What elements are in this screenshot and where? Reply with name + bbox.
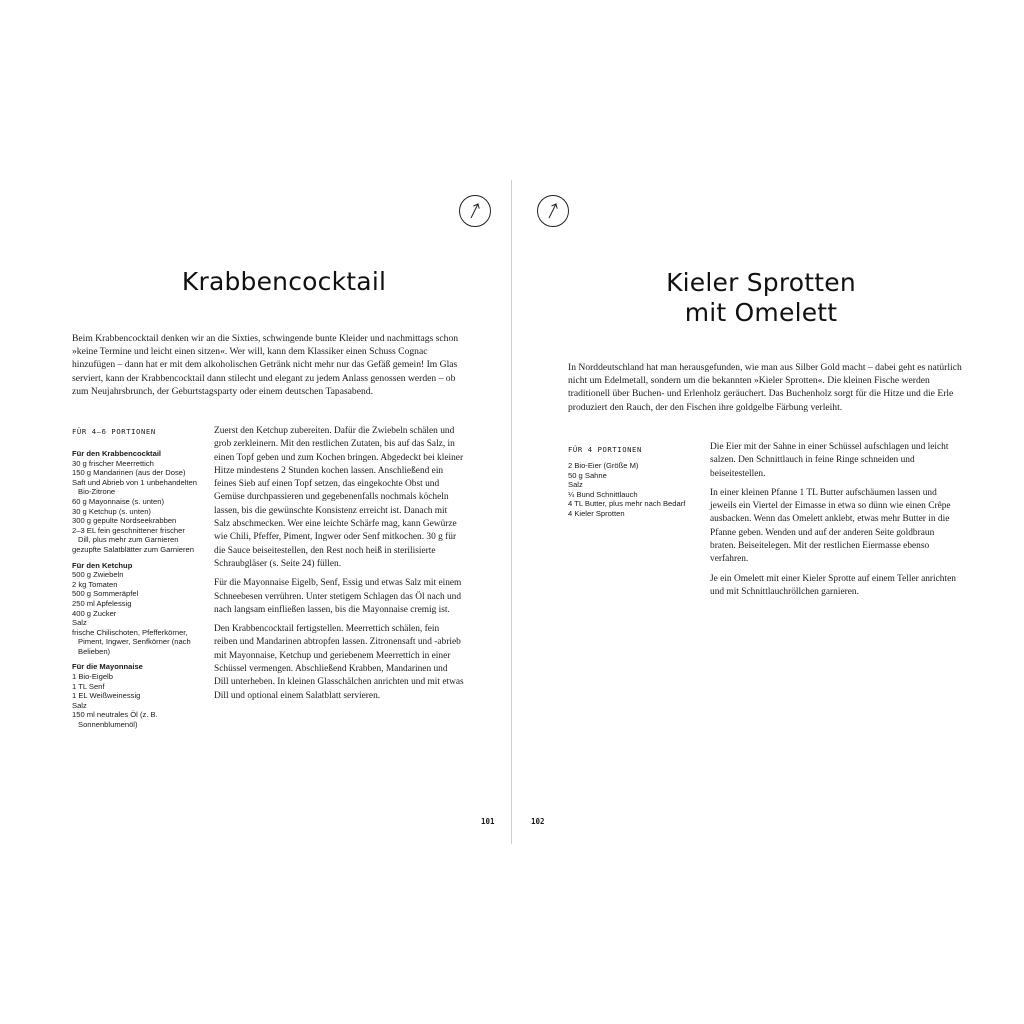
ingredient-item: 400 g Zucker	[72, 608, 117, 618]
recipe-title-line: Kieler Sprotten	[666, 268, 856, 297]
portions-label: FÜR 4 PORTIONEN	[568, 445, 642, 454]
ingredient-item: 1 EL Weißweinessig	[72, 691, 141, 701]
ingredient-item: 1 Bio-Eigelb	[72, 672, 113, 682]
ingredient-item: gezupfte Salatblätter zum Garnieren	[72, 544, 194, 554]
ingredient-item: 150 g Mandarinen (aus der Dose)	[72, 468, 186, 478]
recipe-title: Krabbencocktail	[181, 267, 387, 296]
page-number: 102	[531, 817, 545, 826]
ingredient-group-heading: Für den Ketchup	[72, 560, 133, 570]
instructions	[710, 441, 960, 605]
arrow-circle-icon	[536, 194, 570, 228]
arrow-circle-icon	[458, 194, 492, 228]
step-paragraph: Zuerst den Ketchup zubereiten. Dafür die Zwiebeln schälen und grob zerkleinern. Mit den restlichen Zutaten, bis auf das Salz, in einen Topf geben und zum Kochen bringen. Abgedeckt bei kleiner Hitze mindestens 2 Stunden kochen lassen. Anschließend ein feines Sieb auf einen Topf setzen, das eingekochte Obst und Gemüse durchpassieren und gegebenenfalls nochmals köcheln lassen, bis die gewünschte Konsistenz erreicht ist. Danach mit Salz abschmecken. Wer eine leichte Schärfe mag, kann Gewürze wie Chili, Pfeffer, Piment, Ingwer oder Senf mitkochen. 30 g für die Sauce beiseitestellen, den Rest noch heiß in sterilisierte Schraubgläser (s. Seite 24) füllen.	[214, 426, 464, 569]
ingredient-item: frische Chilischoten, Pfefferkörner, Piment, Ingwer, Senfkörner (nach Belieben)	[72, 627, 191, 656]
ingredients-list	[568, 461, 698, 519]
ingredient-item: ¼ Bund Schnittlauch	[568, 489, 638, 499]
ingredient-item: 250 ml Apfelessig	[72, 598, 132, 608]
page-number: 101	[481, 817, 495, 826]
step-paragraph: Die Eier mit der Sahne in einer Schüssel aufschlagen und leicht salzen. Den Schnittlauch in feine Ringe schneiden und beiseitestellen.	[710, 442, 949, 479]
ingredient-item: 30 g Ketchup (s. unten)	[72, 506, 151, 516]
ingredient-item: 2–3 EL fein geschnittener frischer Dill, plus mehr zum Garnieren	[72, 525, 185, 545]
recipe-title	[568, 268, 954, 328]
right-page	[512, 0, 1024, 1024]
ingredient-item: 500 g Zwiebeln	[72, 570, 124, 580]
step-paragraph: Den Krabbencocktail fertigstellen. Meerrettich schälen, fein reiben und Mandarinen abtropfen lassen. Zitronensaft und -abrieb mit Mayonnaise, Ketchup und geriebenem Meerrettich in einer Schüssel vermengen. Abschließend Krabben, Mandarinen und Dill unterheben. In kleinen Glasschälchen anrichten und mit etwas Dill und optional einem Salatblatt servieren.	[214, 624, 464, 701]
ingredient-item: Salz	[72, 618, 87, 628]
ingredient-item: 1 TL Senf	[72, 681, 105, 691]
ingredient-item: Salz	[72, 700, 87, 710]
ingredients-list	[72, 449, 197, 730]
ingredient-item: 300 g gepulte Nordseekrabben	[72, 516, 177, 526]
instructions	[214, 425, 464, 709]
step-paragraph: Je ein Omelett mit einer Kieler Sprotte auf einem Teller anrichten und mit Schnittlauchröllchen garnieren.	[710, 573, 956, 597]
recipe-title-line: mit Omelett	[684, 298, 838, 327]
ingredient-group-heading: Für den Krabbencocktail	[72, 449, 162, 458]
portions-label: FÜR 4–6 PORTIONEN	[72, 427, 156, 436]
ingredient-item: 4 Kieler Sprotten	[568, 508, 625, 518]
step-paragraph: In einer kleinen Pfanne 1 TL Butter aufschäumen lassen und jeweils ein Viertel der Eimasse in etwa so dünn wie einen Crêpe ausbacken. Wenn das Omelett anklebt, etwas mehr Butter in die Pfanne geben. Wenden und auf der anderen Seite goldbraun braten. Beiseitelegen. Mit der restlichen Eiermasse ebenso verfahren.	[710, 487, 951, 565]
ingredient-item: 50 g Sahne	[568, 470, 607, 480]
ingredient-item: 150 ml neutrales Öl (z. B. Sonnenblumenöl)	[72, 710, 158, 730]
recipe-intro: Beim Krabbencocktail denken wir an die Sixties, schwingende bunte Kleider und nachmittags schon »keine Termine und leicht einen sitzen«. Wer will, kann dem Klassiker einen Schuss Cognac hinzufügen – dann hat er mit dem alkoholischen Getränk nicht mehr nur das Gefäß gemein! Im Glas serviert, kann der Krabbencocktail dann stilecht und elegant zu jedem Anlass genossen werden – ob zum Neujahrsbrunch, der Geburtstagsparty oder einem deutschen Tapasabend.	[72, 333, 459, 397]
ingredient-item: Salz	[568, 480, 583, 490]
ingredient-item: 2 kg Tomaten	[72, 579, 118, 589]
ingredient-item: 500 g Sommeräpfel	[72, 589, 139, 599]
recipe-intro: In Norddeutschland hat man herausgefunden, wie man aus Silber Gold macht – dabei geht es natürlich nicht um Edelmetall, sondern um die bekannten »Kieler Sprotten«. Die kleinen Fische werden traditionell über Buchen- und Erlenholz geräuchert. Das Buchenholz sorgt für die Hitze und die Erle produziert den Rauch, der den Fischen ihre goldgelbe Färbung verleiht.	[568, 362, 962, 413]
ingredient-item: Saft und Abrieb von 1 unbehandelten Bio-Zitrone	[72, 477, 197, 497]
ingredient-item: 4 TL Butter, plus mehr nach Bedarf	[568, 499, 686, 509]
ingredient-group-heading: Für die Mayonnaise	[72, 662, 143, 672]
ingredient-item: 60 g Mayonnaise (s. unten)	[72, 496, 165, 506]
step-paragraph: Für die Mayonnaise Eigelb, Senf, Essig und etwas Salz mit einem Schneebesen verrühren. Unter stetigem Schlagen das Öl nach und nach langsam einfließen lassen, bis die Mayonnaise cremig ist.	[214, 578, 462, 615]
ingredient-item: 2 Bio-Eier (Größe M)	[568, 461, 639, 470]
ingredient-item: 30 g frischer Meerrettich	[72, 458, 154, 468]
